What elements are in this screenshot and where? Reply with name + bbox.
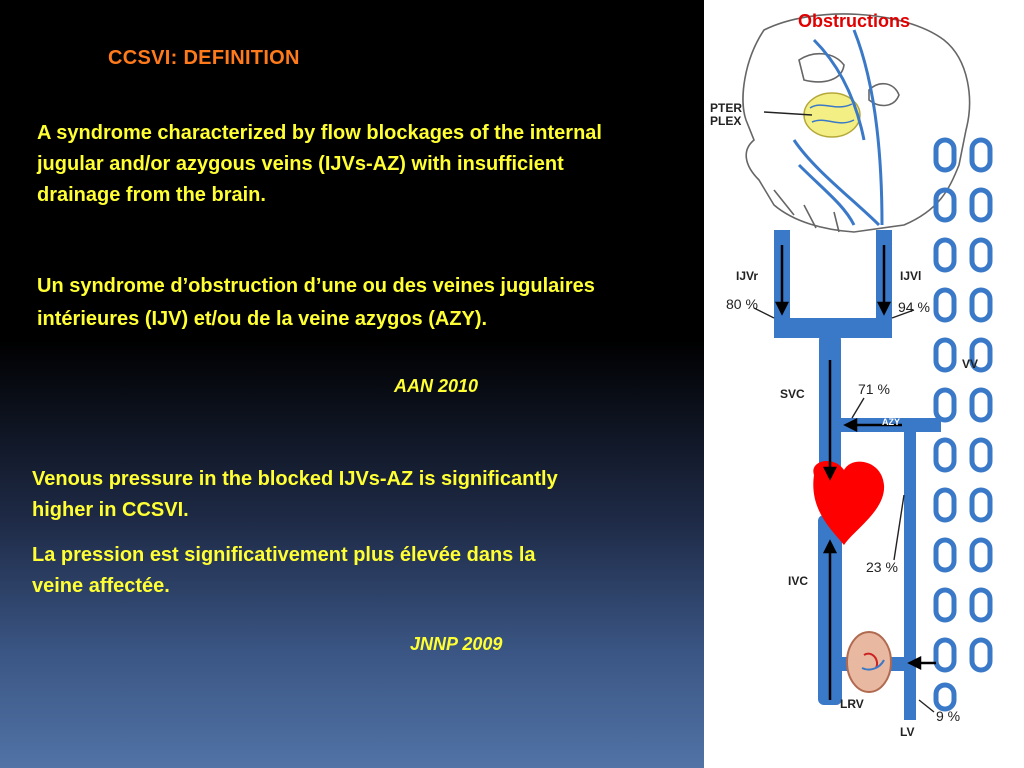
lv-label: LV [900, 725, 915, 739]
lumbar-percent: 23 % [866, 559, 898, 575]
definition-english: A syndrome characterized by flow blockages of the internal jugular and/or azygous veins (IJVs-AZ) with insufficient drainage from the brain. [37, 122, 602, 206]
azy-percent: 71 % [858, 381, 890, 397]
lrv-label: LRV [840, 697, 864, 711]
azy-label: AZY [882, 417, 900, 427]
pressure-english: Venous pressure in the blocked IJVs-AZ is significantly higher in CCSVI. [32, 468, 558, 521]
ijvr-label: IJVr [736, 269, 759, 283]
svc-label: SVC [780, 387, 805, 401]
venous-diagram [704, 0, 1024, 768]
vv-label: VV [962, 357, 979, 371]
slide-title: CCSVI: DEFINITION [108, 47, 300, 69]
ijvl-label: IJVl [900, 269, 922, 283]
pressure-french: La pression est significativement plus élevée dans la veine affectée. [32, 544, 536, 597]
lv-percent: 9 % [936, 708, 961, 724]
vertebral-plexus [936, 140, 990, 709]
definition-french: Un syndrome d’obstruction d’une ou des veines jugulaires intérieures (IJV) et/ou de la veine azygos (AZY). [37, 275, 595, 330]
figure-title: Obstructions [798, 11, 911, 31]
kidney [847, 632, 891, 692]
ijvr-percent: 80 % [726, 296, 758, 312]
reference-jnnp: JNNP 2009 [410, 634, 503, 654]
ivc-label: IVC [788, 574, 809, 588]
pter-plex-label: PTER PLEX [710, 101, 743, 128]
lumbar-vein [904, 420, 916, 720]
ijvl-percent: 94 % [898, 299, 930, 315]
venous-diagram-svg [704, 0, 1024, 768]
reference-aan: AAN 2010 [394, 376, 479, 396]
